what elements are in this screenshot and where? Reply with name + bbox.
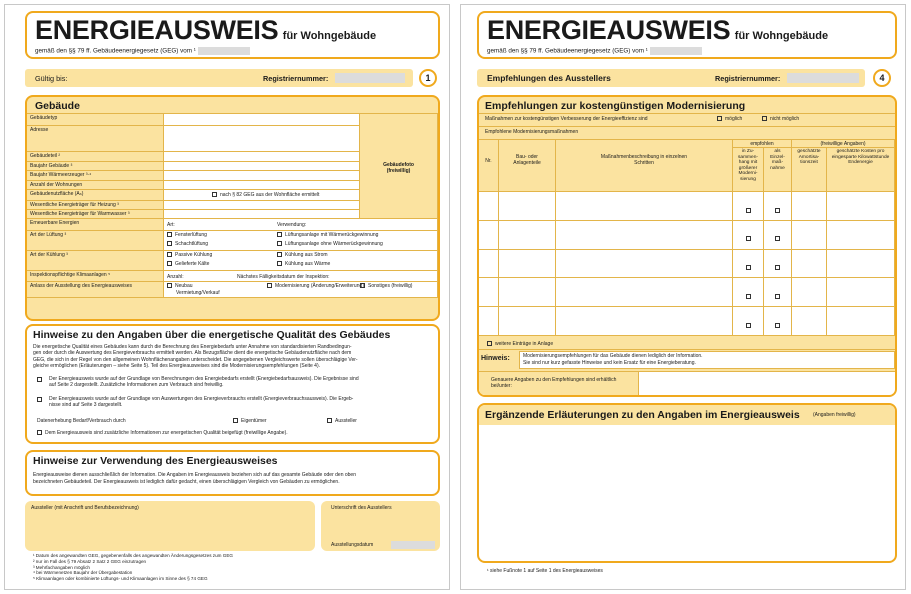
page-4 (460, 4, 906, 590)
law-line-p4: gemäß den §§ 79 ff. Gebäudeenergiegesetz (GEG) vom ¹ (487, 47, 648, 55)
col-joint-text: in Zu-sammen-hang mit größerer Moderni-sierung (738, 149, 758, 182)
building-row-value[interactable] (164, 282, 438, 298)
vent-3-option[interactable] (277, 241, 383, 247)
footnote-line: ¹ Datum des angewandten GEG, gegebenenfalls des angewandten Änderungsgesetzes zum GEG (33, 553, 233, 558)
usage-line-2: bezeichneten Gebäudeteil. Der Energieausweis ist lediglich dafür gedacht, einen überschlägigen Vergleich von Gebäuden zu ermöglichen. (33, 479, 340, 485)
measure-cell[interactable] (499, 192, 556, 221)
measure-cell[interactable] (479, 192, 499, 221)
vent-2-label: Lüftungsanlage mit Wärmerückgewinnung (285, 232, 379, 238)
measure-cell[interactable] (764, 278, 792, 307)
measure-checkbox[interactable] (746, 323, 751, 328)
building-row-label (27, 181, 164, 190)
cool-3-label: Kühlung aus Wärme (285, 261, 331, 267)
extra-explanations-heading: Ergänzende Erläuterungen zu den Angaben im Energieausweis (485, 409, 800, 421)
law-date-field[interactable] (198, 47, 250, 55)
building-row-label (27, 190, 164, 201)
col-single (764, 148, 792, 192)
cool-3-checkbox[interactable] (277, 261, 282, 266)
cool-3-option[interactable] (277, 261, 330, 267)
measure-cell[interactable] (556, 250, 733, 279)
building-row-label (27, 231, 164, 251)
reason-0-checkbox[interactable] (167, 283, 172, 288)
option-consumption[interactable] (33, 396, 435, 409)
hints-paragraph (33, 344, 435, 369)
building-row-value[interactable] (164, 126, 360, 152)
area-calc-checkbox[interactable] (212, 192, 217, 197)
issuer-box-label: Aussteller (mit Anschrift und Berufsbezeichnung) (31, 505, 139, 511)
issue-date-label: Ausstellungsdatum (331, 542, 374, 548)
extra-info-label: Dem Energieausweis sind zusätzliche Informationen zur energetischen Qualität beigefügt (freiwillige Angabe). (45, 430, 288, 436)
possible-checkbox[interactable] (717, 116, 722, 121)
building-row-value[interactable] (164, 251, 438, 271)
law-line: gemäß den §§ 79 ff. Gebäudeenergiegesetz (GEG) vom ¹ (35, 47, 196, 55)
building-row-label (27, 271, 164, 282)
option-demand[interactable] (33, 376, 435, 389)
reason-2-checkbox[interactable] (267, 283, 272, 288)
measure-cell[interactable] (479, 221, 499, 250)
measure-cell[interactable] (827, 307, 895, 336)
building-row-value[interactable] (164, 231, 438, 251)
measure-checkbox[interactable] (746, 208, 751, 213)
issue-date-field[interactable] (391, 541, 435, 549)
vent-2-option[interactable] (277, 232, 378, 238)
row-label-text: Inspektionspflichtige Klimaanlagen ⁵ (30, 272, 111, 278)
building-photo-box[interactable] (360, 114, 438, 219)
cool-1-option[interactable] (167, 261, 209, 267)
col-part-text: Bau- oder Anlagenteile (513, 154, 541, 167)
usage-section (25, 450, 440, 496)
building-row-value[interactable] (164, 152, 360, 162)
page-number-badge: 1 (419, 69, 437, 87)
measure-cell[interactable] (479, 307, 499, 336)
measure-cell[interactable] (556, 192, 733, 221)
measure-checkbox[interactable] (775, 294, 780, 299)
measure-cell[interactable] (499, 250, 556, 279)
measure-cell[interactable] (499, 278, 556, 307)
footnote-p4: ¹ siehe Fußnote 1 auf Seite 1 des Energieausweises (487, 568, 603, 574)
more-entries-checkbox[interactable] (487, 341, 492, 346)
doc-subtitle-p4: für Wohngebäude (734, 30, 829, 42)
measure-cell[interactable] (479, 250, 499, 279)
regnr-field[interactable] (335, 73, 405, 83)
measure-cell[interactable] (827, 278, 895, 307)
col-part (499, 140, 556, 192)
possible-question: Maßnahmen zur kostengünstigen Verbesserung der Energieeffizienz sind (485, 116, 648, 122)
measures-table (479, 140, 895, 336)
footnote-line: ³ Mehrfachangaben möglich (33, 564, 90, 570)
col-cost-text: geschätzte Kosten pro eingesparte Kilowattstunde Endenergie (831, 149, 890, 166)
text-line: Die energetische Qualität eines Gebäudes kann durch die Berechnung des Energiebedarfs unter Annahme von standardisierten Randbedingun- (33, 344, 352, 350)
row-label-text: Anlass der Ausstellung des Energieausweises (30, 283, 133, 289)
measure-checkbox[interactable] (775, 208, 780, 213)
title-box-p4 (477, 11, 897, 59)
text-line: GEG, die sich in der Regel von den allgemeinen Wohnflächenangaben unterscheidet. Die angegebenen Vergleichswerte sollen überschlägige Ver- (33, 356, 358, 363)
vent-0-checkbox[interactable] (167, 232, 172, 237)
vent-3-label: Lüftungsanlage ohne Wärmerückgewinnung (285, 241, 383, 247)
building-photo-label: Gebäudefoto (freiwillig) (383, 162, 414, 175)
issuer-checkbox[interactable] (327, 418, 332, 423)
renew-art-label: Art: (167, 222, 175, 228)
measure-cell[interactable] (479, 278, 499, 307)
cool-0-label: Passive Kühlung (175, 252, 213, 258)
building-row-label (27, 126, 164, 152)
law-date-field-p4[interactable] (650, 47, 702, 55)
more-entries-label: weitere Einträge in Anlage (495, 341, 554, 347)
row-label-text: Gebäudetyp (30, 115, 58, 121)
hints-section (25, 324, 440, 444)
signature-box[interactable] (321, 501, 440, 551)
building-row-value[interactable] (164, 114, 360, 126)
extra-explanations-note: (Angaben freiwillig) (813, 412, 856, 418)
text-line: gleiche ermöglichen (Erläuterungen – siehe Seite 5). Teil des Energieausweises sind die Modernisierungsempfehlungen (Seite 4). (33, 362, 321, 369)
owner-checkbox[interactable] (233, 418, 238, 423)
measure-cell[interactable] (792, 278, 827, 307)
footnotes (33, 553, 233, 582)
measure-checkbox[interactable] (746, 294, 751, 299)
measure-cell[interactable] (764, 221, 792, 250)
col-joint (733, 148, 764, 192)
page-number-badge-p4: 4 (873, 69, 891, 87)
measure-cell[interactable] (792, 221, 827, 250)
building-row-label (27, 219, 164, 231)
vent-3-checkbox[interactable] (277, 241, 282, 246)
row-label-text: Erneuerbare Energien (30, 220, 80, 226)
footnote-line: ⁵ Klimaanlagen oder kombinierte Lüftungs- und Klimaanlagen im Sinne des § 74 GEG (33, 576, 208, 582)
row-label-text: Wesentliche Energieträger für Warmwasser ³ (30, 211, 130, 217)
measure-cell[interactable] (764, 250, 792, 279)
row-label-text: Gebäudeteil ² (30, 153, 61, 159)
recommendations-header: Empfehlungen des Ausstellers (487, 73, 611, 83)
measure-cell[interactable] (733, 192, 764, 221)
hint-label: Hinweis: (481, 355, 510, 362)
regnr-label-p4: Registriernummer: (715, 74, 781, 83)
building-row-value[interactable] (164, 210, 360, 219)
cool-2-option[interactable] (277, 252, 328, 258)
header-bar-p4 (477, 69, 865, 87)
row-label-text: Baujahr Gebäude ³ (30, 163, 73, 169)
building-row-label (27, 201, 164, 210)
vent-1-label: Schachtlüftung (175, 241, 209, 247)
cool-2-label: Kühlung aus Strom (285, 252, 328, 258)
owner-label: Eigentümer (241, 418, 267, 424)
possible-label: möglich (725, 116, 743, 122)
doc-subtitle: für Wohngebäude (282, 30, 377, 42)
hints-heading: Hinweise zu den Angaben über die energetische Qualität des Gebäudes (33, 329, 391, 341)
measure-cell[interactable] (827, 221, 895, 250)
valid-until-label: Gültig bis: (35, 74, 68, 83)
measure-cell[interactable] (733, 307, 764, 336)
building-row-label (27, 282, 164, 298)
collect-label: Datenerhebung Bedarf/Verbrauch durch (37, 418, 126, 424)
measure-cell[interactable] (556, 307, 733, 336)
detail-label: Genauere Angaben zu den Empfehlungen sind erhältlich bei/unter: (491, 377, 617, 390)
regnr-label: Registriernummer: (263, 74, 329, 83)
col-rec-group-text: empfohlen (750, 141, 774, 147)
footnote-line: ² nur im Fall des § 79 Absatz 2 Satz 2 GEG einzutragen (33, 558, 147, 564)
footnote-line: ⁴ bei Wärmenetzen Baujahr der Übergabestation (33, 570, 133, 576)
row-label-text: Anzahl der Wohnungen (30, 182, 83, 188)
usage-heading: Hinweise zur Verwendung des Energieausweises (33, 455, 278, 467)
cool-1-checkbox[interactable] (167, 261, 172, 266)
recommended-label: Empfohlene Modernisierungsmaßnahmen (485, 129, 579, 135)
text-line: Der Energieausweis wurde auf der Grundlage von Auswertungen des Energieverbrauchs erstellt (Energieverbrauchsausweis). Die Ergeb- (49, 396, 354, 402)
row-label-text: Art der Lüftung ³ (30, 232, 67, 238)
text-line: nisse sind auf Seite 3 dargestellt. (49, 402, 123, 409)
not-possible-label: nicht möglich (770, 116, 800, 122)
measure-cell[interactable] (827, 192, 895, 221)
recommendations-heading: Empfehlungen zur kostengünstigen Modernisierung (485, 100, 746, 112)
reason-0-label: Neubau (175, 283, 193, 289)
cool-0-checkbox[interactable] (167, 252, 172, 257)
measure-cell[interactable] (827, 250, 895, 279)
row-label-text: Gebäudenutzfläche (Aₙ) (30, 191, 84, 197)
reason-3-checkbox[interactable] (360, 283, 365, 288)
renew-use-label: Verwendung: (277, 222, 307, 228)
building-row-label (27, 171, 164, 181)
measure-cell[interactable] (764, 307, 792, 336)
page-1 (4, 4, 450, 590)
reason-0-option[interactable] (167, 283, 193, 289)
building-row-label (27, 114, 164, 126)
row-label-text: Art der Kühlung ³ (30, 252, 68, 258)
building-section (25, 95, 440, 321)
cool-2-checkbox[interactable] (277, 252, 282, 257)
measure-cell[interactable] (733, 221, 764, 250)
building-row-label (27, 251, 164, 271)
building-row-label (27, 162, 164, 171)
col-cost (827, 148, 895, 192)
reason-2-label: Modernisierung (Änderung/Erweiterung) (275, 283, 364, 289)
measure-cell[interactable] (499, 307, 556, 336)
col-opt-group (792, 140, 895, 148)
reason-rent-label: Vermietung/Verkauf (176, 290, 220, 296)
vent-0-option[interactable] (167, 232, 207, 238)
row-label-text: Adresse (30, 127, 49, 133)
vent-2-checkbox[interactable] (277, 232, 282, 237)
measure-checkbox[interactable] (746, 265, 751, 270)
measure-cell[interactable] (764, 192, 792, 221)
measure-checkbox[interactable] (746, 236, 751, 241)
building-heading: Gebäude (35, 100, 80, 112)
measure-cell[interactable] (733, 250, 764, 279)
area-calc-label: nach § 82 GEG aus der Wohnfläche ermittelt (220, 192, 320, 198)
building-row-value[interactable] (164, 219, 438, 231)
measure-checkbox[interactable] (775, 236, 780, 241)
measure-cell[interactable] (499, 221, 556, 250)
building-table (27, 113, 438, 319)
text-line: gen oder durch die Auswertung des Energieverbrauchs ermittelt werden. Als Bezugsfläche dient die energetische Gebäudenutzfläche nach dem (33, 350, 352, 357)
area-calc-option[interactable] (212, 192, 319, 198)
building-row-label (27, 152, 164, 162)
col-desc-text: Maßnahmenbeschreibung in einzelnen Schritten (600, 154, 688, 167)
col-desc (556, 140, 733, 192)
ac-due-label: Nächstes Fälligkeitsdatum der Inspektion: (237, 274, 330, 280)
option-checkbox[interactable] (37, 377, 42, 382)
issuer-label: Aussteller (335, 418, 357, 424)
hint-line-2: Sie sind nur kurz gefasste Hinweise und kein Ersatz für eine Energieberatung. (523, 360, 696, 366)
measure-checkbox[interactable] (775, 265, 780, 270)
doc-title: ENERGIEAUSWEIS (35, 15, 279, 45)
usage-line-1: Energieausweise dienen ausschließlich der Information. Die Angaben im Energieausweis beziehen sich auf das gesamte Gebäude oder den oben (33, 472, 356, 478)
col-opt-group-text: (freiwillige Angaben) (820, 141, 866, 147)
reason-3-option[interactable] (360, 283, 412, 289)
measure-checkbox[interactable] (775, 323, 780, 328)
building-row-value[interactable] (164, 171, 360, 181)
col-nr (479, 140, 499, 192)
building-row-label (27, 210, 164, 219)
measure-cell[interactable] (792, 250, 827, 279)
building-row-value[interactable] (164, 271, 438, 282)
measure-cell[interactable] (792, 307, 827, 336)
cool-0-option[interactable] (167, 252, 212, 258)
measure-cell[interactable] (556, 278, 733, 307)
building-row-value[interactable] (164, 181, 360, 190)
validity-bar (25, 69, 413, 87)
reason-3-label: Sonstiges (freiwillig) (368, 283, 413, 289)
extra-explanations-section[interactable] (477, 403, 897, 563)
measure-cell[interactable] (733, 278, 764, 307)
hint-line-1: Modernisierungsempfehlungen für das Gebäude dienen lediglich der Information. (523, 353, 703, 359)
building-row-value[interactable] (164, 162, 360, 171)
row-label-text: Wesentliche Energieträger für Heizung ³ (30, 202, 119, 208)
row-label-text: Baujahr Wärmeerzeuger ³·⁴ (30, 172, 92, 178)
recommendations-section (477, 95, 897, 397)
vent-1-checkbox[interactable] (167, 241, 172, 246)
col-nr-text: Nr. (485, 158, 492, 164)
vent-0-label: Fensterlüftung (175, 232, 207, 238)
ac-count-label: Anzahl: (167, 274, 184, 280)
issuer-box[interactable] (25, 501, 315, 551)
col-amort-text: geschätzte Amortisa-tionszeit (797, 149, 821, 166)
measure-cell[interactable] (792, 192, 827, 221)
reason-2-option[interactable] (267, 283, 364, 289)
title-box (25, 11, 440, 59)
signature-label: Unterschrift des Ausstellers (331, 505, 392, 511)
building-row-value[interactable] (164, 190, 360, 201)
doc-title-p4: ENERGIEAUSWEIS (487, 15, 731, 45)
measure-cell[interactable] (556, 221, 733, 250)
not-possible-checkbox[interactable] (762, 116, 767, 121)
option-checkbox[interactable] (37, 397, 42, 402)
regnr-field-p4[interactable] (787, 73, 859, 83)
building-row-value[interactable] (164, 201, 360, 210)
col-single-text: als Einzel-maß-nahme (770, 149, 785, 171)
cool-1-label: Gelieferte Kälte (175, 261, 210, 267)
vent-1-option[interactable] (167, 241, 208, 247)
text-line: Der Energieausweis wurde auf der Grundlage von Berechnungen des Energiebedarfs erstellt (Energiebedarfsausweis). Die Ergebnisse sind (49, 376, 359, 382)
text-line: auf Seite 2 dargestellt. Zusätzliche Informationen zum Verbrauch sind freiwillig. (49, 382, 224, 389)
col-rec-group (733, 140, 792, 148)
extra-info-checkbox[interactable] (37, 430, 42, 435)
col-amort (792, 148, 827, 192)
